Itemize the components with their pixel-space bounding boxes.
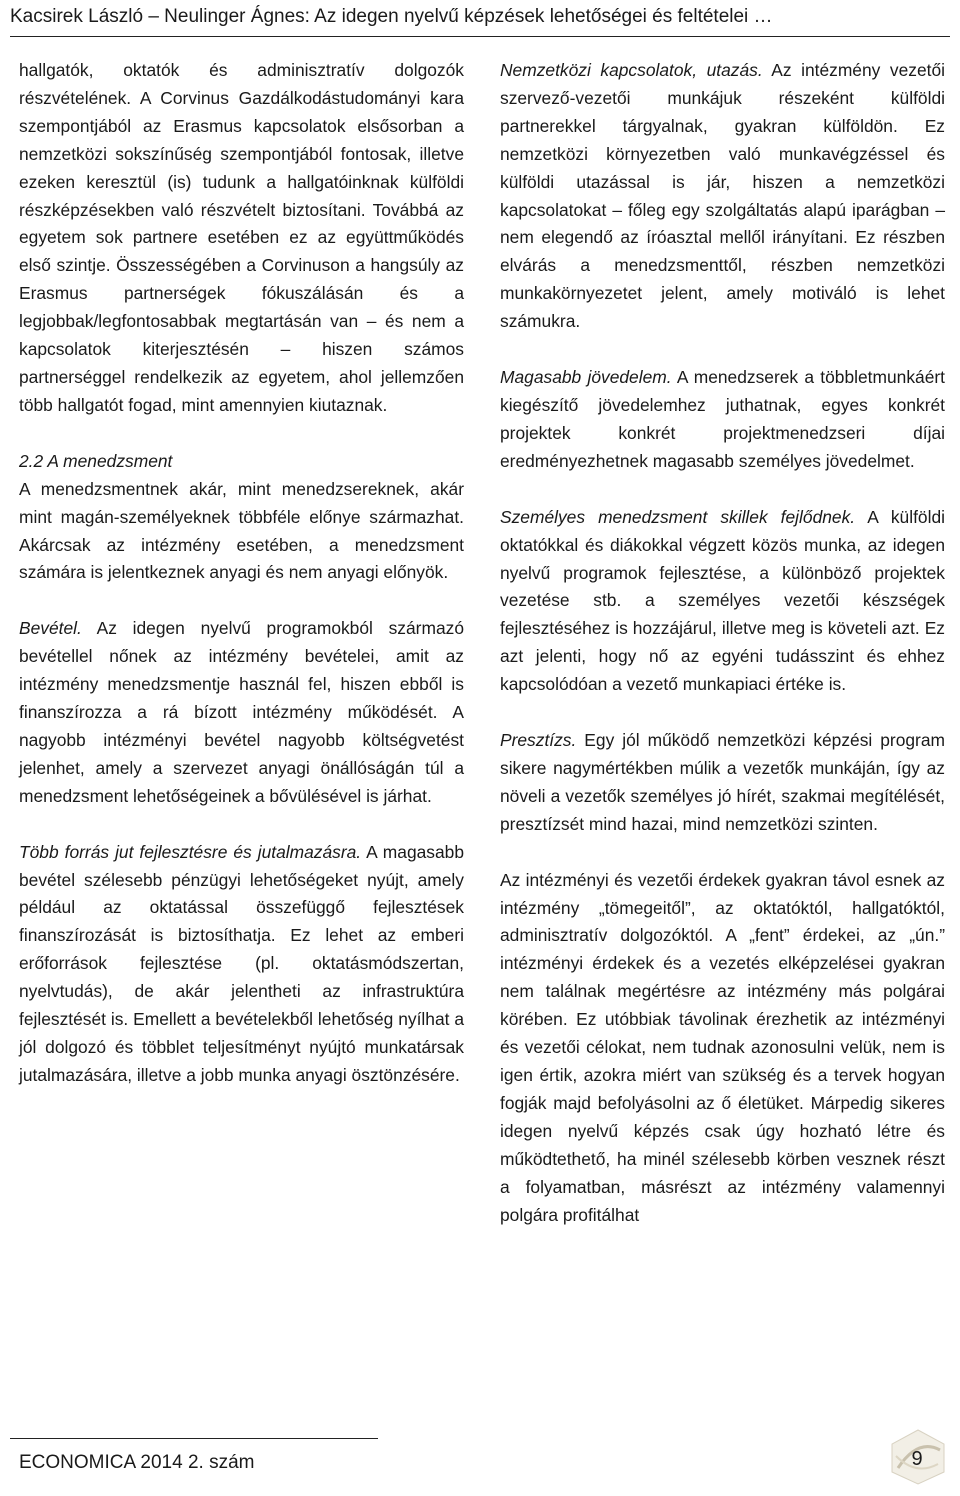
paragraph-presztizs [500, 727, 945, 839]
paragraph-tobb-forras [19, 839, 464, 1090]
section-heading-text: 2.2 A menedzsment [19, 450, 173, 471]
running-title: Kacsirek László – Neulinger Ágnes: Az idegen nyelvű képzések lehetőségei és feltételei … [10, 6, 773, 27]
paragraph-presztizs-body: Egy jól működő nemzetközi képzési program sikere nagymértékben múlik a vezetők munkáján, így az növeli a vezetők személyes jó hírét, szakmai megítélését, presztízsét mind hazai, mind nemzetközi szinten. [500, 730, 945, 834]
paragraph-jovedelem-title: Magasabb jövedelem. [500, 367, 672, 388]
paragraph-nemzetkozi-body: Az intézmény vezetői szervező-vezetői munkájuk részeként külföldi partnerekkel tárgyalnak, gyakran külföldön. Ez nemzetközi környezetben való munkavégzéssel és külföldi utazással is jár, hiszen a nemzetközi kapcsolatokat – főleg egy szolgáltatás alapú iparágban – nem elegendő az íróasztal mellől irányítani. Ez részben elvárás a menedzsmenttől, részben nemzetközi munkakörnyezetet jelent, amely motiváló is lehet számukra. [500, 60, 945, 332]
running-header [10, 2, 950, 37]
footer-rule [10, 1438, 378, 1439]
paragraph-skillek [500, 504, 945, 699]
left-column [19, 57, 464, 1090]
paragraph-presztizs-title: Presztízs. [500, 730, 577, 751]
paragraph-tobb-forras-title: Több forrás jut fejlesztésre és jutalmazásra. [19, 841, 362, 862]
paragraph-erdekek: Az intézményi és vezetői érdekek gyakran távol esnek az intézmény „tömegeitől”, az oktatóktól, hallgatóktól, adminisztratív dolgozóktól. A „fent” érdekei, az „ún.” intézményi érdekek és a vezetés elképzelései gyakran nem találnak megértésre az intézmény más polgárai körében. Ez utóbbiak távolinak érezhetik az intézményi és vezetői célokat, nem tudnak azonosulni velük, nem is igen értik, azokra miért van szükség és a tervek hogyan fogják majd befolyásolni az ő életüket. Márpedig sikeres idegen nyelvű képzés csak úgy hozható létre és működtethető, ha minél szélesebb körben vesznek részt a folyamatban, másrészt az intézmény valamennyi polgára profitálhat [500, 869, 945, 1225]
page-number: 9 [911, 1448, 923, 1470]
paragraph-skillek-body: A külföldi oktatókkal és diákokkal végzett közös munka, az idegen nyelvű programok fejlesztése, a különböző projektek vezetése stb. a személyes vezetői készségek fejlesztéséhez is hozzájárul, illetve meg is követeli azt. Ez azt jelenti, hogy nő az egyéni tudásszint és ehhez kapcsolódóan a vezető munkapiaci értéke is. [500, 506, 945, 695]
footer-journal: ECONOMICA 2014 2. szám [19, 1452, 255, 1473]
paragraph-jovedelem-body: A menedzserek a többletmunkáért kiegészítő jövedelemhez juthatnak, egyes konkrét projektek konkrét projektmenedzseri díjai eredményezhetnek magasabb személyes jövedelmet. [500, 367, 945, 471]
paragraph-bevetel-title: Bevétel. [19, 618, 82, 639]
paragraph-nemzetkozi [500, 57, 945, 336]
paragraph-tobb-forras-body: A magasabb bevétel szélesebb pénzügyi lehetőségeket nyújt, amely például az oktatással összefüggő fejlesztések finanszírozását is biztosíthatja. Ez lehet az emberi erőforrások fejlesztése (pl. oktatásmódszertan, nyelvtudás), de akár jelentheti az infrastruktúra fejlesztését is. Emellett a bevételekből lehetőség nyílhat a jól dolgozó és többlet teljesítményt nyújtó munkatársak jutalmazására, illetve a jobb munka anyagi ösztönzésére. [19, 841, 465, 1085]
section-heading [19, 448, 464, 476]
right-column [500, 57, 945, 1229]
paragraph-bevetel [19, 615, 464, 810]
paragraph-jovedelem [500, 364, 945, 476]
paragraph-skillek-title: Személyes menedzsment skillek fejlődnek. [500, 506, 856, 527]
paragraph-nemzetkozi-title: Nemzetközi kapcsolatok, utazás. [500, 60, 763, 80]
paragraph-bevetel-body: Az idegen nyelvű programokból származó bevétellel nőnek az intézmény bevételei, amit az intézmény menedzsmentje használ fel, hiszen ebből is finanszírozza a rá bízott intézmény működését. A nagyobb intézményi bevétel nagyobb költségvetést jelenhet, amely a szervezet anyagi önállóságán túl a menedzsment lehetőségeinek a bővülésével is járhat. [19, 618, 464, 806]
paragraph-menedzsment: A menedzsmentnek akár, mint menedzsereknek, akár mint magán-személyeknek többféle előnye származhat. Akárcsak az intézmény esetében, a menedzsment számára is jelentkeznek anyagi és nem anyagi előnyök. [19, 478, 464, 583]
paragraph-erasmus: hallgatók, oktatók és adminisztratív dolgozók részvételének. A Corvinus Gazdálkodástudományi kara szempontjából az Erasmus kapcsolatok elsősorban a nemzetközi sokszínűség szempontjából fontosak, illetve ezeken keresztül (is) tudunk a hallgatóinknak külföldi részképzésekben való részvételt biztosítani. Továbbá az egyetem sok partnere esetében ez az együttműködés első szintje. Összességében a Corvinuson a hangsúly az Erasmus partnerségek fókuszálásán és a legjobbak/legfontosabbak megtartásán van – és nem a kapcsolatok kiterjesztésén – hiszen számos partnerséggel rendelkezik az egyetem, ahol jellemzően több hallgatót fogad, mint amennyien kiutaznak. [19, 60, 464, 415]
